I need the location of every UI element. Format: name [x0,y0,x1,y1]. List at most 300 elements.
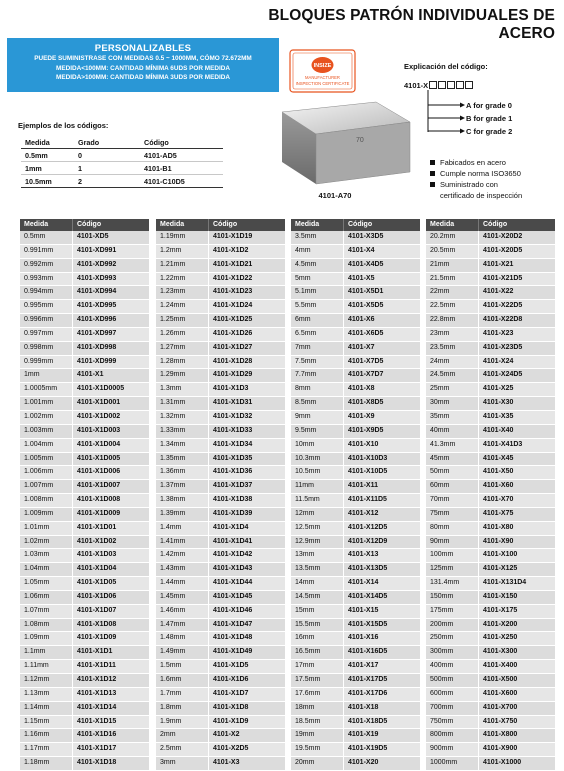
table-row [426,342,555,356]
example-codigo: 4101-C10D5 [140,175,223,188]
size-cell: 900mm [426,743,479,756]
size-cell: 8mm [291,383,344,396]
table-row [426,577,555,591]
code-cell: 4101-X10D3 [348,454,388,462]
table-row [291,716,420,730]
size-cell: 23mm [426,328,479,341]
table-row [156,397,285,411]
table-row [291,425,420,439]
table-row [291,674,420,688]
code-cell: 4101-X22D8 [483,316,523,324]
code-cell: 4101-X1D19 [213,233,253,240]
table-row [156,273,285,287]
code-cell: 4101-X12 [348,509,379,517]
code-cell: 4101-XD993 [77,274,117,282]
size-cell: 1.47mm [156,619,209,632]
size-cell: 13.5mm [291,563,344,576]
table-body [156,231,285,771]
code-cell: 4101-X1D35 [213,454,253,462]
header-codigo: Código [348,221,373,228]
size-cell: 1.31mm [156,397,209,410]
code-cell: 4101-X22 [483,288,514,296]
header-codigo: Código [483,221,508,228]
code-cell: 4101-X1D29 [213,371,253,379]
table-row [20,494,149,508]
table-row [20,619,149,633]
table-row [20,300,149,314]
size-cell: 1.48mm [156,632,209,645]
table-row [20,425,149,439]
size-cell: 1.5mm [156,660,209,673]
size-cell: 19.5mm [291,743,344,756]
code-cell: 4101-X1D05 [77,579,117,587]
size-cell: 21.5mm [426,273,479,286]
size-cell: 0.992mm [20,259,73,272]
code-cell: 4101-X12D5 [348,523,388,531]
size-cell: 24.5mm [426,369,479,382]
table-row [291,314,420,328]
table-row [426,605,555,619]
code-cell: 4101-X20D2 [483,233,523,240]
code-cell: 4101-X1D39 [213,509,253,517]
table-row [156,522,285,536]
table-row [20,743,149,757]
code-cell: 4101-X1D09 [77,634,117,642]
code-cell: 4101-X45 [483,454,514,462]
table-row [20,411,149,425]
size-cell: 1.12mm [20,674,73,687]
table-row [156,674,285,688]
table-row [426,411,555,425]
banner-heading: PERSONALIZABLES [94,43,192,54]
table-row [291,383,420,397]
size-cell: 14.5mm [291,591,344,604]
table-row [20,314,149,328]
code-cell: 4101-X5D1 [348,288,384,296]
table-row [426,300,555,314]
table-row [156,716,285,730]
code-cell: 4101-X1D02 [77,537,117,545]
table-body [20,231,149,771]
code-cell: 4101-X20D5 [483,246,523,254]
size-cell: 40mm [426,425,479,438]
size-cell: 20mm [291,757,344,770]
table-row [426,522,555,536]
size-cell: 1.03mm [20,549,73,562]
size-code-table-3 [291,219,420,771]
size-cell: 17.5mm [291,674,344,687]
size-cell: 1.3mm [156,383,209,396]
code-cell: 4101-X200 [483,620,518,628]
code-cell: 4101-X4D5 [348,260,384,268]
size-cell: 1.11mm [20,660,73,673]
header-codigo: Código [77,221,102,228]
table-row [291,660,420,674]
code-cell: 4101-X1D21 [213,260,253,268]
size-cell: 1.001mm [20,397,73,410]
code-cell: 4101-X1D008 [77,496,121,504]
code-cell: 4101-X6 [348,316,375,324]
size-cell: 5.5mm [291,300,344,313]
size-cell: 0.996mm [20,314,73,327]
size-cell: 125mm [426,563,479,576]
size-cell: 1.008mm [20,494,73,507]
code-format [404,81,473,90]
table-row [20,646,149,660]
banner-line: MEDIDA>100MM: CANTIDAD MÍNIMA 3UDS POR MEDIDA [56,74,230,82]
table-row [156,259,285,273]
table-row [20,577,149,591]
size-cell: 1.2mm [156,245,209,258]
code-cell: 4101-X1D3 [213,385,249,393]
size-cell: 7mm [291,342,344,355]
size-cell: 0.5mm [20,231,73,244]
code-cell: 4101-X8 [348,385,375,393]
table-row [156,369,285,383]
size-cell: 5mm [291,273,344,286]
size-cell: 3.5mm [291,231,344,244]
code-cell: 4101-X1D004 [77,440,121,448]
table-row [156,328,285,342]
table-row [291,632,420,646]
size-cell: 600mm [426,688,479,701]
table-row [20,632,149,646]
table-row [426,356,555,370]
size-cell: 1.26mm [156,328,209,341]
code-cell: 4101-X1D47 [213,620,253,628]
feature-item: Fabicados en acero [428,157,522,168]
code-cell: 4101-X1D04 [77,565,117,573]
size-cell: 20.2mm [426,231,479,244]
size-cell: 1.17mm [20,743,73,756]
code-cell: 4101-X8D5 [348,399,384,407]
size-cell: 1.27mm [156,342,209,355]
table-row [291,466,420,480]
size-cell: 17.6mm [291,688,344,701]
table-row [426,688,555,702]
size-cell: 16.5mm [291,646,344,659]
size-cell: 1.6mm [156,674,209,687]
size-cell: 800mm [426,729,479,742]
feature-list [428,157,522,201]
size-cell: 1.36mm [156,466,209,479]
size-cell: 1.44mm [156,577,209,590]
example-grado: 2 [74,175,140,188]
code-cell: 4101-X40 [483,426,514,434]
table-row [426,674,555,688]
table-row [426,439,555,453]
code-cell: 4101-X1D13 [77,689,117,697]
code-cell: 4101-X700 [483,703,518,711]
code-explanation-title: Explicación del código: [404,62,488,71]
table-row [156,563,285,577]
size-cell: 5.1mm [291,286,344,299]
table-row [156,314,285,328]
code-cell: 4101-X2D5 [213,745,249,753]
size-cell: 1.4mm [156,522,209,535]
code-cell: 4101-X50 [483,468,514,476]
table-row [20,356,149,370]
table-header [291,219,420,231]
size-cell: 1.29mm [156,369,209,382]
size-cell: 10mm [291,439,344,452]
table-row [426,716,555,730]
code-cell: 4101-X1D7 [213,689,249,697]
code-cell: 4101-XD992 [77,260,117,268]
example-medida: 10.5mm [21,175,74,188]
table-header [156,219,285,231]
code-cell: 4101-X18D5 [348,717,388,725]
code-cell: 4101-X1D18 [77,759,117,767]
code-cell: 4101-X1D005 [77,454,121,462]
table-row [291,411,420,425]
size-cell: 200mm [426,619,479,632]
code-cell: 4101-X1D08 [77,620,117,628]
size-cell: 1.24mm [156,300,209,313]
table-row [20,480,149,494]
table-row [156,605,285,619]
size-cell: 0.991mm [20,245,73,258]
code-cell: 4101-X1D07 [77,606,117,614]
size-cell: 12.5mm [291,522,344,535]
size-cell: 3mm [156,757,209,770]
table-row [291,259,420,273]
code-cell: 4101-X23D5 [483,343,523,351]
table-row [291,245,420,259]
size-cell: 22mm [426,286,479,299]
size-cell: 1.1mm [20,646,73,659]
code-cell: 4101-X20 [348,759,379,767]
table-row [426,397,555,411]
example-medida: 1mm [21,162,74,175]
table-row [291,286,420,300]
examples-title: Ejemplos de los códigos: [18,121,109,130]
table-row [156,536,285,550]
table-body [291,231,420,771]
size-cell: 1.006mm [20,466,73,479]
code-cell: 4101-X1D44 [213,579,253,587]
table-row [20,549,149,563]
table-row [156,646,285,660]
table-row [291,522,420,536]
table-row [291,729,420,743]
code-cell: 4101-X1D15 [77,717,117,725]
table-row [426,743,555,757]
code-cell: 4101-X1D4 [213,523,249,531]
header-medida: Medida [156,219,209,231]
table-row [156,356,285,370]
size-cell: 45mm [426,453,479,466]
code-cell: 4101-X1D34 [213,440,253,448]
size-cell: 0.998mm [20,342,73,355]
code-cell: 4101-X17 [348,662,379,670]
size-cell: 1.05mm [20,577,73,590]
code-cell: 4101-X1D007 [77,482,121,490]
banner-line: PUEDE SUMINISTRASE CON MEDIDAS 0.5 ~ 1000MM, CÓMO 72.672MM [34,55,252,62]
code-cell: 4101-X22D5 [483,302,523,310]
code-cell: 4101-X1D33 [213,426,253,434]
size-cell: 1mm [20,369,73,382]
size-cell: 9mm [291,411,344,424]
table-row [20,383,149,397]
table-row [156,439,285,453]
table-row [426,383,555,397]
customizable-banner [7,38,279,92]
size-cell: 50mm [426,466,479,479]
size-cell: 41.3mm [426,439,479,452]
table-row [426,453,555,467]
table-row [291,508,420,522]
code-cell: 4101-X7 [348,343,375,351]
size-cell: 1.18mm [20,757,73,770]
size-cell: 1.42mm [156,549,209,562]
table-row [291,688,420,702]
size-cell: 6mm [291,314,344,327]
table-row [20,674,149,688]
table-row [156,342,285,356]
table-row [156,286,285,300]
code-cell: 4101-X16 [348,634,379,642]
code-cell: 4101-X1D1 [77,648,113,656]
code-cell: 4101-X1D46 [213,606,253,614]
table-row [291,300,420,314]
table-row [291,646,420,660]
size-cell: 700mm [426,702,479,715]
code-cell: 4101-X23 [483,329,514,337]
table-row [291,453,420,467]
table-row [20,245,149,259]
table-row [426,563,555,577]
size-cell: 1.19mm [156,231,209,244]
table-row [156,743,285,757]
code-cell: 4101-X11D5 [348,496,387,504]
size-cell: 0.994mm [20,286,73,299]
size-cell: 250mm [426,632,479,645]
table-row [20,757,149,771]
size-cell: 1.09mm [20,632,73,645]
code-cell: 4101-X600 [483,689,518,697]
size-cell: 1.0005mm [20,383,73,396]
code-cell: 4101-X5 [348,274,375,282]
code-cell: 4101-X1D06 [77,592,117,600]
code-cell: 4101-X19 [348,731,379,739]
code-cell: 4101-X25 [483,385,514,393]
table-row [426,480,555,494]
code-cell: 4101-X3D5 [348,233,384,240]
table-row [20,328,149,342]
code-cell: 4101-X1D8 [213,703,249,711]
table-row [426,314,555,328]
code-cell: 4101-X1D43 [213,565,253,573]
size-cell: 19mm [291,729,344,742]
block-mark: 70 [356,137,364,144]
size-cell: 1.43mm [156,563,209,576]
table-row [426,646,555,660]
table-row [156,300,285,314]
table-row [156,577,285,591]
header-medida: Medida [20,219,73,231]
code-cell: 4101-X21 [483,260,514,268]
size-cell: 11mm [291,480,344,493]
table-row [156,411,285,425]
table-row [20,397,149,411]
header-medida: Medida [291,219,344,231]
code-cell: 4101-X1D32 [213,412,253,420]
code-cell: 4101-X1D24 [213,302,253,310]
table-row [20,273,149,287]
table-header [426,219,555,231]
code-cell: 4101-XD996 [77,316,117,324]
size-cell: 70mm [426,494,479,507]
example-codigo: 4101-AD5 [140,149,223,162]
example-codigo: 4101-B1 [140,162,223,175]
size-cell: 12.9mm [291,536,344,549]
table-row [156,660,285,674]
size-cell: 1.004mm [20,439,73,452]
example-grado: 0 [74,149,140,162]
code-cell: 4101-X1D9 [213,717,249,725]
code-cell: 4101-X17D5 [348,676,388,683]
header-medida: Medida [426,219,479,231]
table-row [291,549,420,563]
size-cell: 1.25mm [156,314,209,327]
code-cell: 4101-X125 [483,565,518,573]
table-row [291,494,420,508]
size-cell: 1.002mm [20,411,73,424]
code-cell: 4101-XD997 [77,329,117,337]
size-cell: 1.009mm [20,508,73,521]
code-cell: 4101-X1D11 [77,662,116,670]
table-row [20,536,149,550]
table-header [20,219,149,231]
size-cell: 1.07mm [20,605,73,618]
table-row [20,605,149,619]
code-cell: 4101-X1D49 [213,648,253,656]
code-cell: 4101-XD991 [77,246,117,254]
size-cell: 1000mm [426,757,479,770]
code-cell: 4101-X250 [483,634,518,642]
size-cell: 60mm [426,480,479,493]
code-cell: 4101-X1D42 [213,551,253,559]
table-row [156,702,285,716]
table-row [20,466,149,480]
table-row [156,425,285,439]
size-cell: 131.4mm [426,577,479,590]
code-cell: 4101-X300 [483,648,518,656]
code-cell: 4101-X12D9 [348,537,388,545]
table-row [426,508,555,522]
size-cell: 1.35mm [156,453,209,466]
code-cell: 4101-X75 [483,509,514,517]
size-cell: 7.5mm [291,356,344,369]
size-cell: 18.5mm [291,716,344,729]
size-cell: 1.41mm [156,536,209,549]
size-cell: 1.49mm [156,646,209,659]
size-cell: 1.01mm [20,522,73,535]
size-cell: 14mm [291,577,344,590]
table-row [156,494,285,508]
code-cell: 4101-X1D5 [213,662,249,670]
code-cell: 4101-X1D28 [213,357,253,365]
size-cell: 1.37mm [156,480,209,493]
size-cell: 90mm [426,536,479,549]
code-cell: 4101-X1D0005 [77,385,125,393]
size-cell: 1.32mm [156,411,209,424]
code-cell: 4101-X1D48 [213,634,253,642]
table-row [291,702,420,716]
code-cell: 4101-X13D5 [348,565,388,573]
size-cell: 1.003mm [20,425,73,438]
